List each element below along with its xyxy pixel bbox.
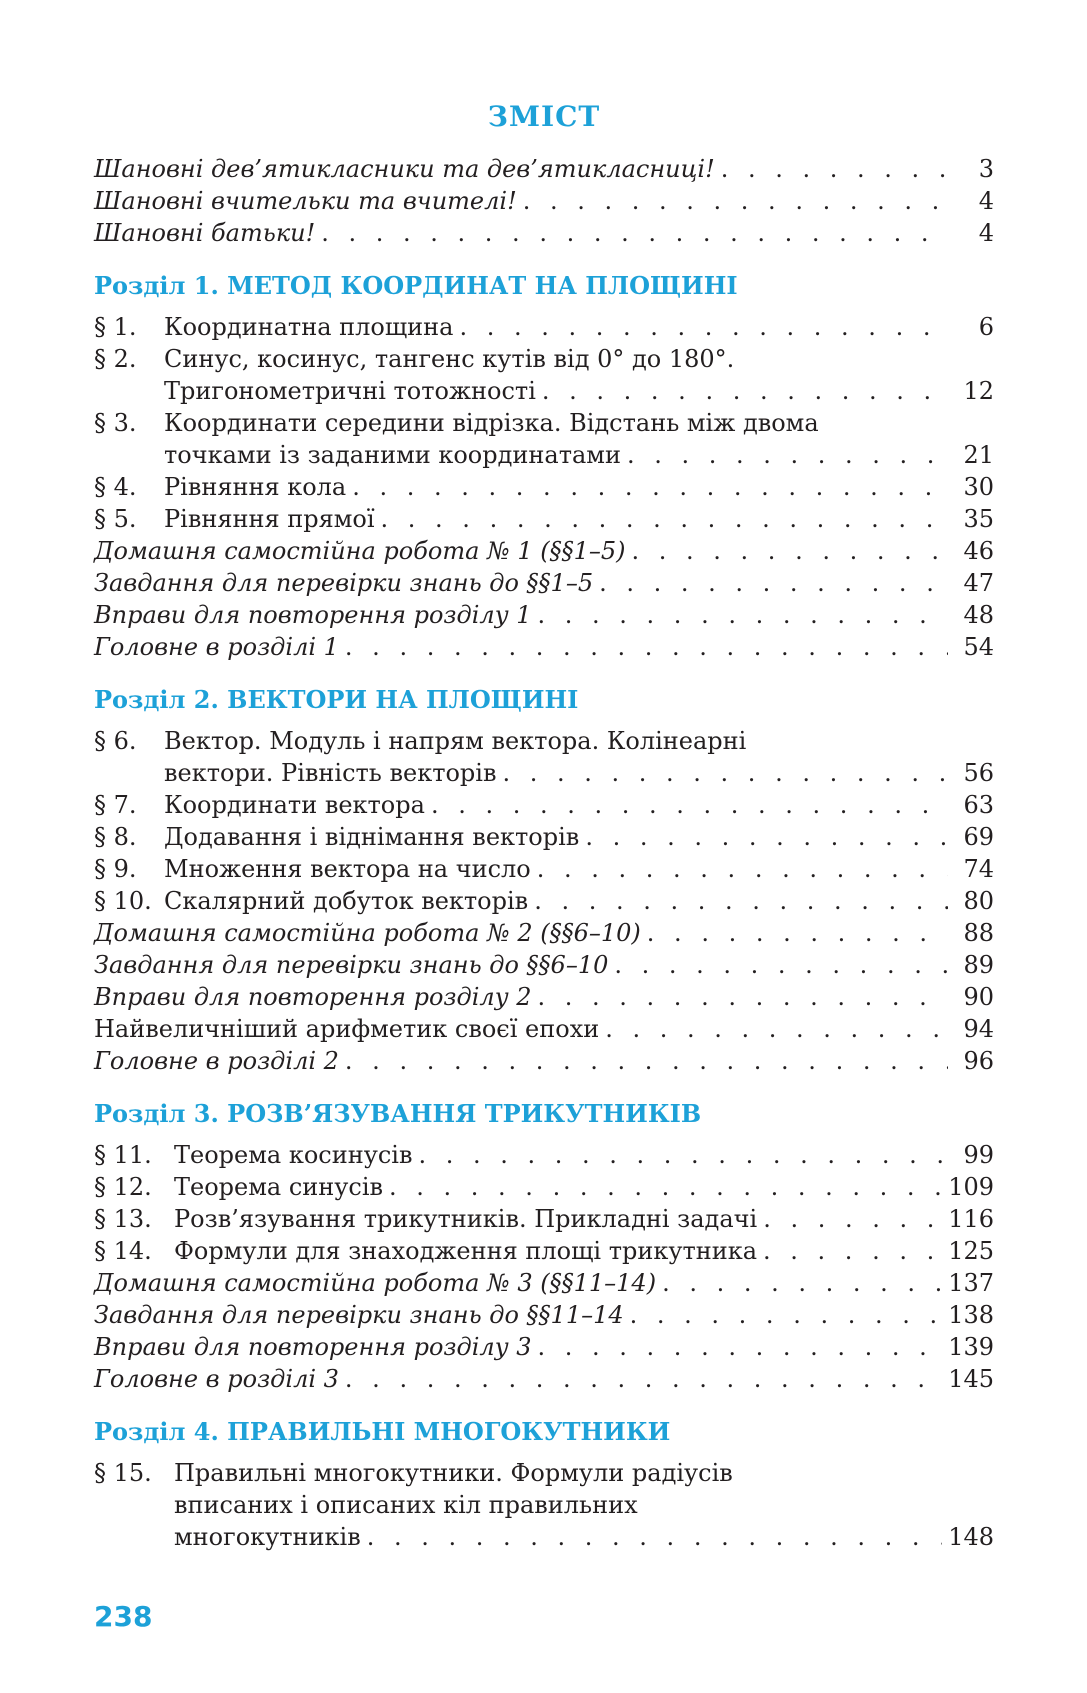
toc-entry-text: Тригонометричні тотожності bbox=[164, 377, 536, 405]
toc-page-number: 4 bbox=[978, 187, 994, 215]
toc-entry-text: Вправи для повторення розділу 3 bbox=[94, 1333, 532, 1361]
toc-entry-text: точками із заданими координатами bbox=[164, 441, 621, 469]
toc-entry-text: Завдання для перевірки знань до §§1–5 bbox=[94, 569, 594, 597]
toc-entry-p6[interactable] bbox=[94, 725, 994, 789]
table-of-contents bbox=[94, 100, 994, 1553]
toc-page-number: 116 bbox=[948, 1205, 994, 1233]
toc-entry-text: Формули для знаходження площі трикутника bbox=[174, 1237, 758, 1265]
toc-entry-text: Домашня самостійна робота № 2 (§§6–10) bbox=[94, 919, 641, 947]
toc-page-number: 69 bbox=[963, 823, 994, 851]
toc-page-number: 48 bbox=[963, 601, 994, 629]
toc-entry-p13[interactable] bbox=[94, 1203, 994, 1235]
toc-entry-text: Домашня самостійна робота № 1 (§§1–5) bbox=[94, 537, 626, 565]
toc-entry-homework-2[interactable] bbox=[94, 917, 994, 949]
toc-entry-text: Завдання для перевірки знань до §§6–10 bbox=[94, 951, 609, 979]
toc-entry-text: Вправи для повторення розділу 2 bbox=[94, 983, 532, 1011]
toc-entry-p1[interactable] bbox=[94, 311, 994, 343]
paragraph-number: § 6. bbox=[94, 727, 137, 755]
section-title-2[interactable]: Розділ 2. ВЕКТОРИ НА ПЛОЩИНІ bbox=[94, 685, 579, 714]
paragraph-number: § 8. bbox=[94, 823, 137, 851]
toc-entry-text: Рівняння кола bbox=[164, 473, 347, 501]
toc-page-number: 35 bbox=[963, 505, 994, 533]
toc-entry-text: Головне в розділі 2 bbox=[94, 1047, 339, 1075]
toc-page-number: 125 bbox=[948, 1237, 994, 1265]
toc-entry-intro-students[interactable] bbox=[94, 153, 994, 185]
toc-entry-text: вписаних і описаних кіл правильних bbox=[174, 1491, 638, 1519]
toc-page-number: 12 bbox=[963, 377, 994, 405]
toc-entry-text: Шановні вчительки та вчителі! bbox=[94, 187, 517, 215]
paragraph-number: § 12. bbox=[94, 1173, 152, 1201]
toc-entry-text: Вправи для повторення розділу 1 bbox=[94, 601, 532, 629]
toc-page-number: 74 bbox=[963, 855, 994, 883]
paragraph-number: § 5. bbox=[94, 505, 137, 533]
toc-page-number: 145 bbox=[948, 1365, 994, 1393]
toc-page-number: 138 bbox=[948, 1301, 994, 1329]
toc-entry-text: Вектор. Модуль і напрям вектора. Колінеарні bbox=[164, 727, 747, 755]
toc-entry-homework-3[interactable] bbox=[94, 1267, 994, 1299]
toc-entry-text: Правильні многокутники. Формули радіусів bbox=[174, 1459, 733, 1487]
toc-page-number: 90 bbox=[963, 983, 994, 1011]
toc-entry-review-2[interactable] bbox=[94, 981, 994, 1013]
toc-entry-test-3[interactable] bbox=[94, 1299, 994, 1331]
toc-entry-text: Скалярний добуток векторів bbox=[164, 887, 529, 915]
toc-entry-text: Координати середини відрізка. Відстань між двома bbox=[164, 409, 819, 437]
toc-entry-p7[interactable] bbox=[94, 789, 994, 821]
toc-entry-test-2[interactable] bbox=[94, 949, 994, 981]
toc-entry-text: Теорема косинусів bbox=[174, 1141, 413, 1169]
toc-entry-text: Теорема синусів bbox=[174, 1173, 384, 1201]
toc-page-number: 54 bbox=[963, 633, 994, 661]
paragraph-number: § 2. bbox=[94, 345, 137, 373]
section-title-4[interactable]: Розділ 4. ПРАВИЛЬНІ МНОГОКУТНИКИ bbox=[94, 1417, 671, 1446]
toc-entry-text: вектори. Рівність векторів bbox=[164, 759, 497, 787]
toc-entry-text: многокутників bbox=[174, 1523, 361, 1551]
toc-entry-text: Координати вектора bbox=[164, 791, 425, 819]
section-title-1[interactable]: Розділ 1. МЕТОД КООРДИНАТ НА ПЛОЩИНІ bbox=[94, 271, 738, 300]
toc-page-number: 88 bbox=[963, 919, 994, 947]
toc-entry-text: Завдання для перевірки знань до §§11–14 bbox=[94, 1301, 624, 1329]
toc-entry-p8[interactable] bbox=[94, 821, 994, 853]
toc-page-number: 46 bbox=[963, 537, 994, 565]
paragraph-number: § 7. bbox=[94, 791, 137, 819]
toc-entry-p10[interactable] bbox=[94, 885, 994, 917]
toc-entry-p15[interactable] bbox=[94, 1457, 994, 1553]
toc-page-number: 89 bbox=[963, 951, 994, 979]
toc-page-number: 63 bbox=[963, 791, 994, 819]
toc-page-number: 148 bbox=[948, 1523, 994, 1551]
toc-entry-text: Домашня самостійна робота № 3 (§§11–14) bbox=[94, 1269, 657, 1297]
toc-entry-p11[interactable] bbox=[94, 1139, 994, 1171]
toc-entry-text: Головне в розділі 3 bbox=[94, 1365, 339, 1393]
toc-entry-text: Координатна площина bbox=[164, 313, 454, 341]
page-number: 238 bbox=[94, 1600, 153, 1633]
toc-page-number: 56 bbox=[963, 759, 994, 787]
toc-page-number: 47 bbox=[963, 569, 994, 597]
toc-entry-p4[interactable] bbox=[94, 471, 994, 503]
toc-entry-intro-teachers[interactable] bbox=[94, 185, 994, 217]
toc-entry-review-3[interactable] bbox=[94, 1331, 994, 1363]
toc-entry-p9[interactable] bbox=[94, 853, 994, 885]
toc-page-number: 21 bbox=[963, 441, 994, 469]
toc-entry-intro-parents[interactable] bbox=[94, 217, 994, 249]
toc-entry-text: Множення вектора на число bbox=[164, 855, 531, 883]
toc-entry-summary-2[interactable] bbox=[94, 1045, 994, 1077]
paragraph-number: § 1. bbox=[94, 313, 137, 341]
toc-page-number: 4 bbox=[978, 219, 994, 247]
toc-entry-test-1[interactable] bbox=[94, 567, 994, 599]
toc-page-number: 137 bbox=[948, 1269, 994, 1297]
toc-entry-p2[interactable] bbox=[94, 343, 994, 407]
toc-entry-text: Синус, косинус, тангенс кутів від 0° до 180°. bbox=[164, 345, 735, 373]
toc-entry-text: Рівняння прямої bbox=[164, 505, 375, 533]
toc-page-number: 80 bbox=[963, 887, 994, 915]
paragraph-number: § 14. bbox=[94, 1237, 152, 1265]
toc-entry-p5[interactable] bbox=[94, 503, 994, 535]
toc-entry-p14[interactable] bbox=[94, 1235, 994, 1267]
toc-page-number: 6 bbox=[978, 313, 994, 341]
paragraph-number: § 11. bbox=[94, 1141, 152, 1169]
toc-page-number: 94 bbox=[963, 1015, 994, 1043]
paragraph-number: § 13. bbox=[94, 1205, 152, 1233]
toc-entry-review-1[interactable] bbox=[94, 599, 994, 631]
paragraph-number: § 4. bbox=[94, 473, 137, 501]
toc-entry-text: Головне в розділі 1 bbox=[94, 633, 339, 661]
toc-page-number: 139 bbox=[948, 1333, 994, 1361]
toc-page-number: 109 bbox=[948, 1173, 994, 1201]
toc-entry-summary-3[interactable] bbox=[94, 1363, 994, 1395]
paragraph-number: § 15. bbox=[94, 1459, 152, 1487]
toc-entry-p3[interactable] bbox=[94, 407, 994, 471]
toc-page-number: 30 bbox=[963, 473, 994, 501]
page-title: ЗМІСТ bbox=[487, 100, 601, 133]
toc-page-number: 96 bbox=[963, 1047, 994, 1075]
toc-page-number: 3 bbox=[978, 155, 994, 183]
paragraph-number: § 3. bbox=[94, 409, 137, 437]
toc-entry-homework-1[interactable] bbox=[94, 535, 994, 567]
toc-entry-text: Розв’язування трикутників. Прикладні задачі bbox=[174, 1205, 758, 1233]
toc-entry-text: Додавання і віднімання векторів bbox=[164, 823, 580, 851]
toc-entry-history-2[interactable] bbox=[94, 1013, 994, 1045]
paragraph-number: § 10. bbox=[94, 887, 152, 915]
toc-page-number: 99 bbox=[963, 1141, 994, 1169]
toc-entry-text: Шановні батьки! bbox=[94, 219, 316, 247]
paragraph-number: § 9. bbox=[94, 855, 137, 883]
toc-entry-p12[interactable] bbox=[94, 1171, 994, 1203]
toc-entry-text: Шановні дев’ятикласники та дев’ятикласниці! bbox=[94, 155, 715, 183]
section-title-3[interactable]: Розділ 3. РОЗВ’ЯЗУВАННЯ ТРИКУТНИКІВ bbox=[94, 1099, 702, 1128]
toc-entry-summary-1[interactable] bbox=[94, 631, 994, 663]
toc-entry-text: Найвеличніший арифметик своєї епохи bbox=[94, 1015, 600, 1043]
